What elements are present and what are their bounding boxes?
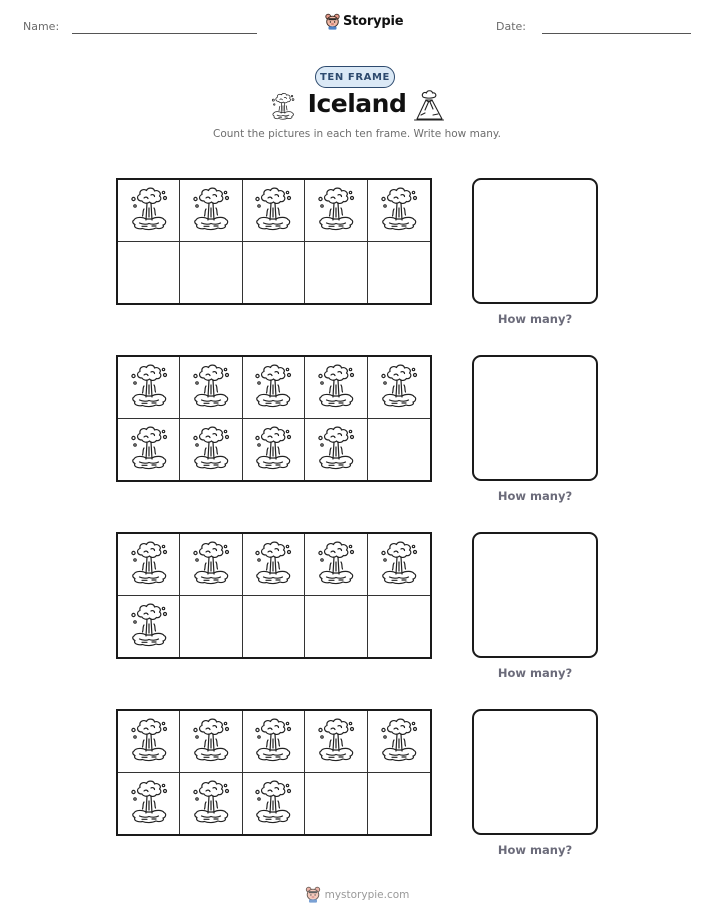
ten-frame-badge: TEN FRAME [315,66,395,88]
brand-name: Storypie [343,14,404,29]
ten-frame-cell [243,180,305,242]
ten-frame-cell [243,773,305,835]
ten-frame-cell [118,242,180,304]
geyser-icon [377,363,421,411]
ten-frame-cell [118,596,180,658]
ten-frame-cell [368,534,430,596]
geyser-icon [189,186,233,234]
ten-frame-cell [118,711,180,773]
geyser-icon [127,717,171,765]
name-label: Name: [23,20,60,33]
geyser-icon [251,425,295,473]
instructions: Count the pictures in each ten frame. Write how many. [213,128,501,140]
ten-frame-cell [305,419,367,481]
ten-frame-cell [368,419,430,481]
ten-frame-cell [118,357,180,419]
geyser-icon [377,186,421,234]
brand-logo [325,13,403,30]
ten-frame-cell [180,242,242,304]
geyser-icon [127,602,171,650]
geyser-icon [127,186,171,234]
geyser-icon [189,540,233,588]
how-many-label: How many? [497,489,573,503]
geyser-icon [127,779,171,827]
geyser-icon [189,779,233,827]
ten-frame-cell [180,773,242,835]
geyser-icon [127,363,171,411]
ten-frame-cell [243,242,305,304]
geyser-icon [127,425,171,473]
ten-frame-cell [368,773,430,835]
ten-frame-cell [180,596,242,658]
geyser-icon [314,717,358,765]
ten-frame-cell [305,242,367,304]
geyser-icon [251,717,295,765]
ten-frame-cell [368,242,430,304]
geyser-icon [251,540,295,588]
ten-frame-cell [180,357,242,419]
ten-frame-cell [305,711,367,773]
ten-frame [116,709,432,836]
ten-frame-cell [368,357,430,419]
geyser-icon [251,779,295,827]
ten-frame-cell [243,419,305,481]
geyser-icon [314,540,358,588]
geyser-icon [377,540,421,588]
answer-box[interactable] [472,709,598,835]
ten-frame-cell [118,180,180,242]
ten-frame-cell [243,596,305,658]
volcano-icon [413,88,445,122]
geyser-icon [251,363,295,411]
ten-frame-cell [243,357,305,419]
page-title: Iceland [307,89,407,118]
bear-icon [325,13,340,30]
ten-frame-cell [118,773,180,835]
geyser-icon [189,425,233,473]
geyser-icon [377,717,421,765]
ten-frame-cell [118,419,180,481]
footer [0,886,714,903]
how-many-label: How many? [497,312,573,326]
ten-frame-cell [368,180,430,242]
ten-frame-cell [368,711,430,773]
ten-frame-cell [180,419,242,481]
date-label: Date: [496,20,526,33]
date-field[interactable] [542,33,691,34]
ten-frame-cell [180,534,242,596]
answer-box[interactable] [472,178,598,304]
name-field[interactable] [72,33,257,34]
footer-site: mystorypie.com [324,888,410,901]
ten-frame [116,355,432,482]
how-many-label: How many? [497,843,573,857]
ten-frame [116,178,432,305]
geyser-icon [127,540,171,588]
geyser-icon [314,425,358,473]
answer-box[interactable] [472,532,598,658]
geyser-icon [314,363,358,411]
geyser-icon [314,186,358,234]
ten-frame-cell [180,180,242,242]
answer-box[interactable] [472,355,598,481]
ten-frame-cell [305,596,367,658]
bear-icon [305,886,321,903]
how-many-label: How many? [497,666,573,680]
geyser-icon [268,92,298,122]
ten-frame-cell [305,534,367,596]
ten-frame-cell [243,534,305,596]
ten-frame-cell [243,711,305,773]
ten-frame [116,532,432,659]
ten-frame-cell [305,357,367,419]
ten-frame-cell [305,180,367,242]
ten-frame-cell [180,711,242,773]
ten-frame-cell [118,534,180,596]
geyser-icon [251,186,295,234]
geyser-icon [189,717,233,765]
geyser-icon [189,363,233,411]
ten-frame-cell [305,773,367,835]
ten-frame-cell [368,596,430,658]
